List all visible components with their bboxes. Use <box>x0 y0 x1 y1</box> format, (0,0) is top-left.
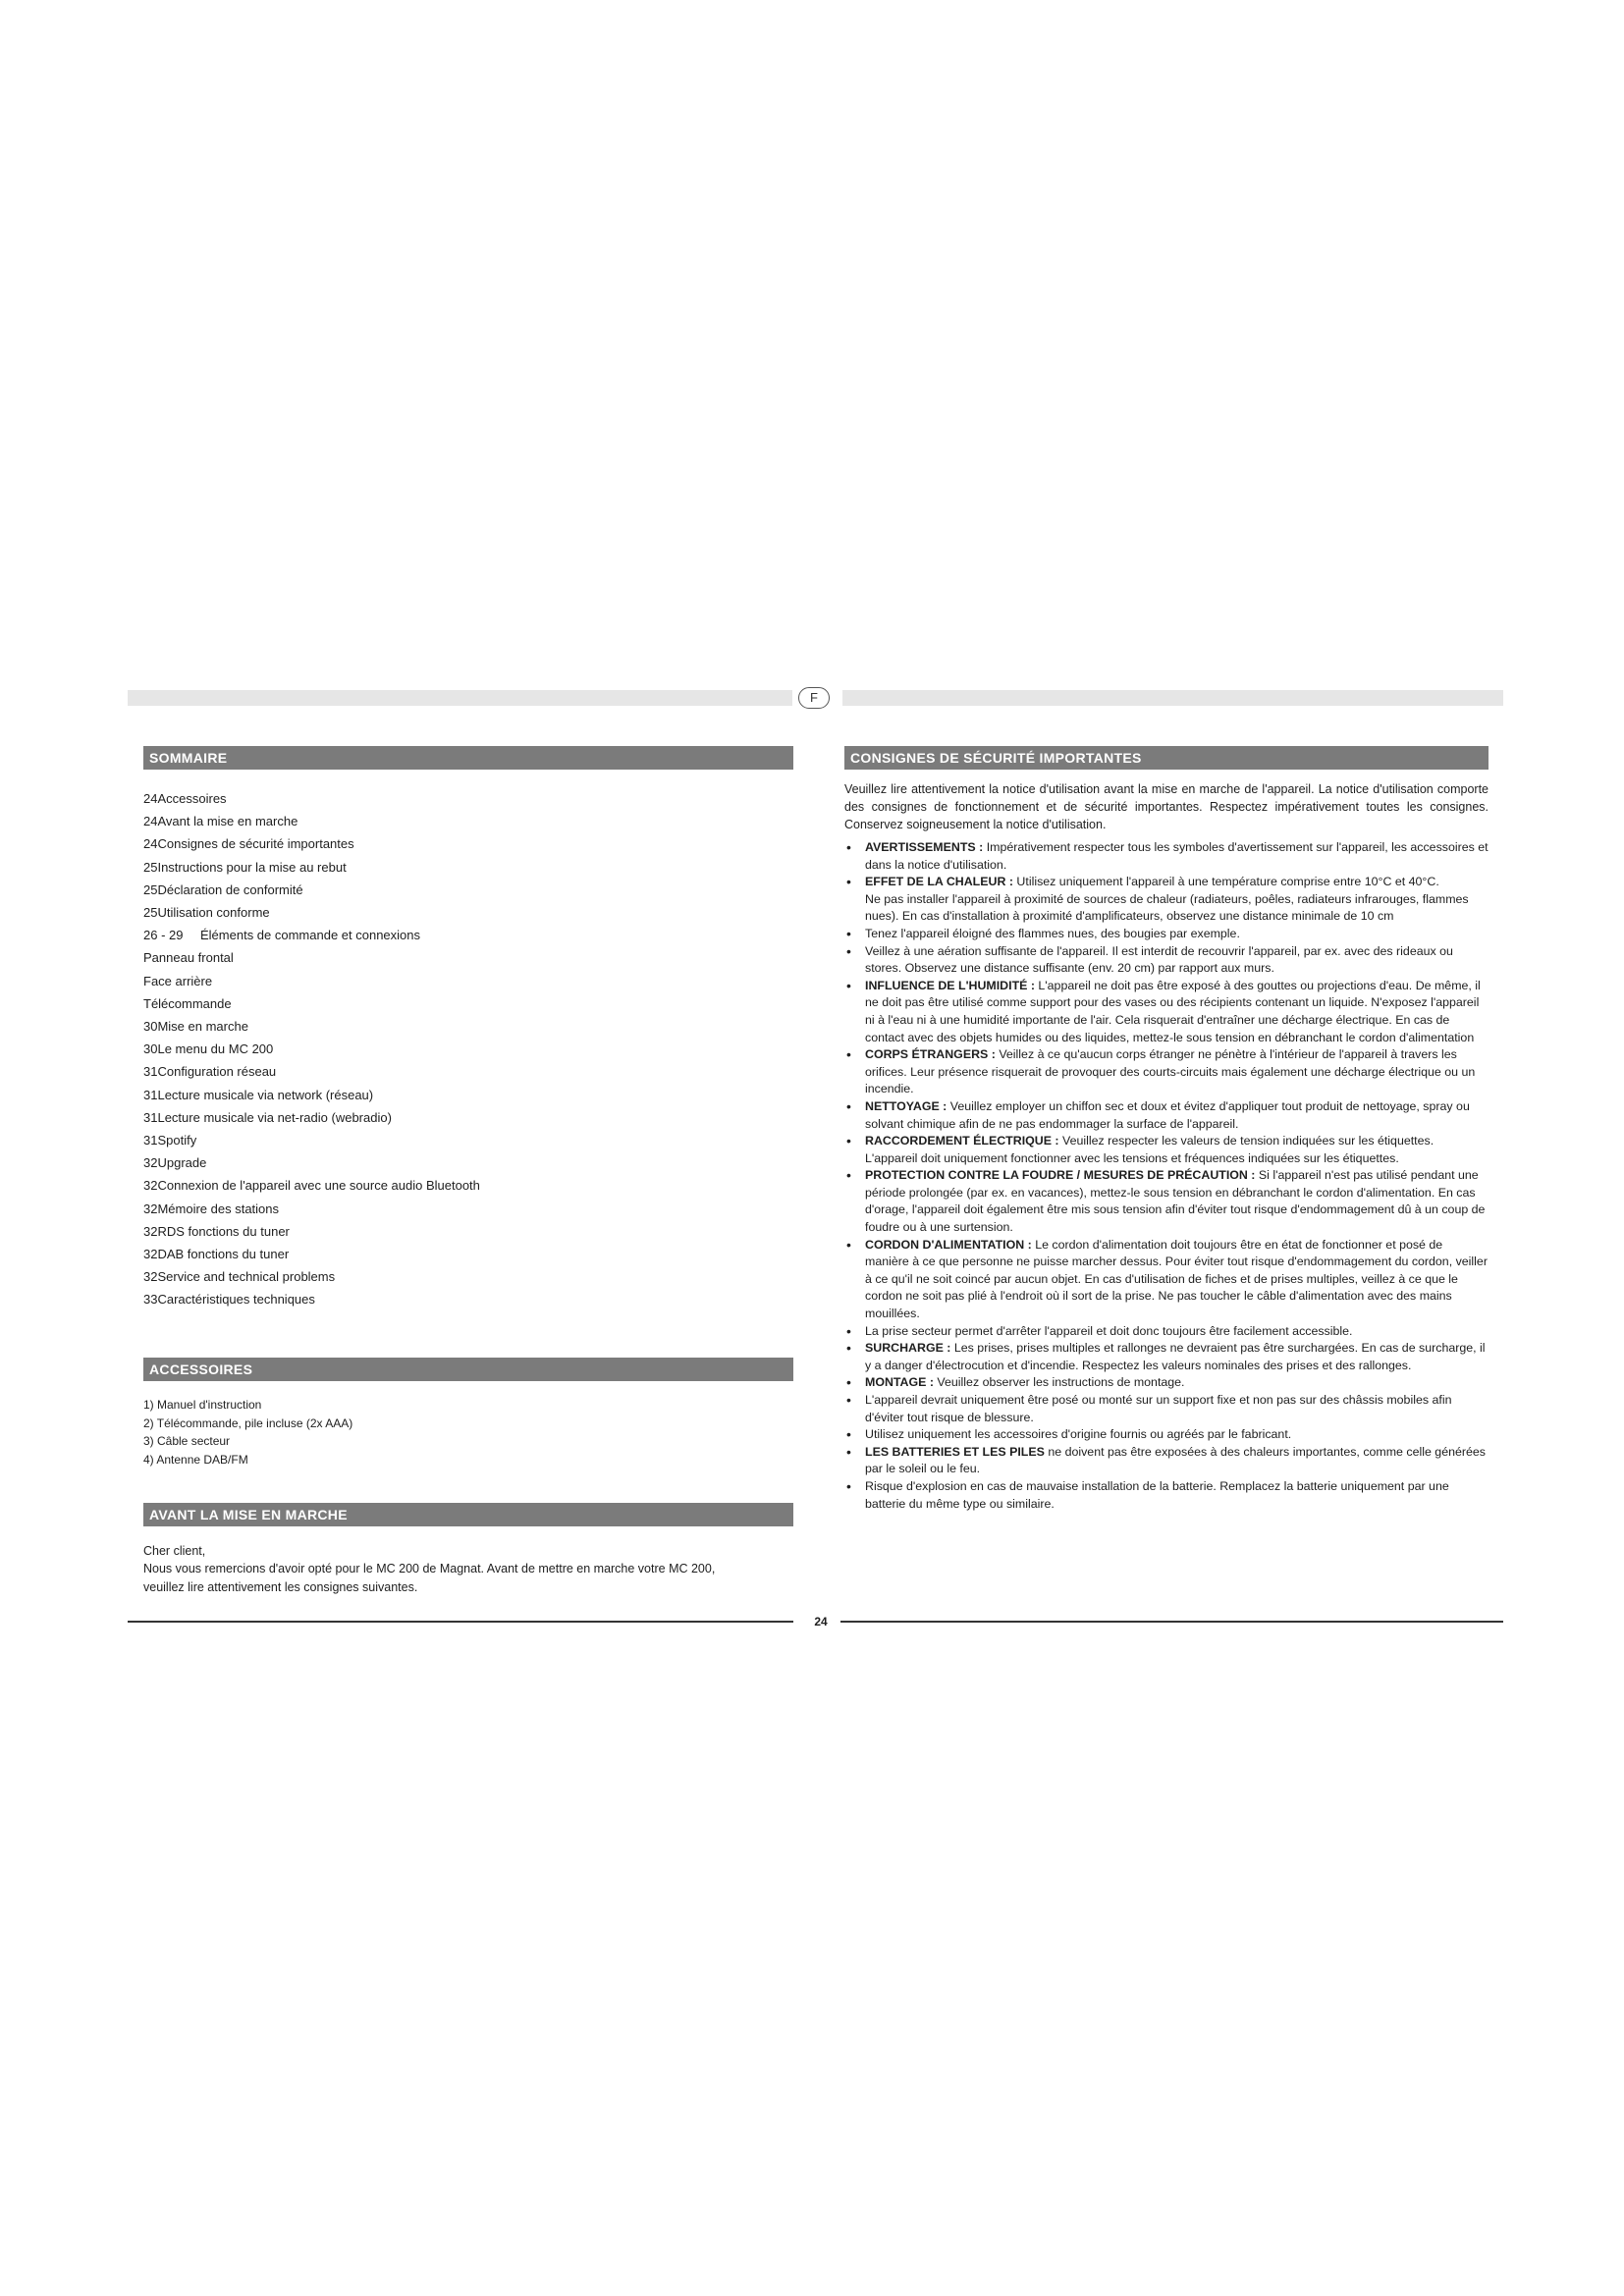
safety-item-label: CORPS ÉTRANGERS : <box>865 1047 996 1062</box>
language-badge: F <box>798 687 830 709</box>
toc-list <box>143 791 793 1321</box>
safety-heading: CONSIGNES DE SÉCURITÉ IMPORTANTES <box>844 746 1489 770</box>
toc-label: Caractéristiques techniques <box>157 1292 315 1308</box>
toc-page-number: 32 <box>143 1201 158 1216</box>
footer-rule-right <box>840 1621 1503 1623</box>
toc-section <box>143 746 793 770</box>
safety-item-text: Tenez l'appareil éloigné des flammes nues, des bougies par exemple. <box>865 926 1240 940</box>
before-heading: AVANT LA MISE EN MARCHE <box>143 1503 793 1526</box>
safety-item <box>844 1046 1489 1098</box>
toc-page-number: 33 <box>143 1292 158 1308</box>
accessory-item: 3) Câble secteur <box>143 1434 231 1448</box>
safety-item-label: LES BATTERIES ET LES PILES <box>865 1444 1045 1459</box>
safety-intro: Veuillez lire attentivement la notice d'utilisation avant la mise en marche de l'appareil. La notice d'utilisation comporte des consignes de fonctionnement et de sécurité importantes. Respectez impérativement toutes les consignes. Conservez soigneusement la notice d'utilisation. <box>844 782 1489 831</box>
safety-section <box>844 746 1489 770</box>
bullet-icon: • <box>846 1340 851 1357</box>
safety-item-label: NETTOYAGE : <box>865 1098 947 1113</box>
toc-row <box>143 882 303 897</box>
safety-item-text: Les prises, prises multiples et rallonges ne devraient pas être surchargées. En cas de surcharge, il y a danger d'électrocution et d'incendie. Respectez les valeurs nominales des prises et des rallonges. <box>865 1341 1486 1372</box>
toc-page-number: 24 <box>143 791 158 806</box>
toc-label: Face arrière <box>143 973 213 988</box>
toc-row <box>143 1178 480 1193</box>
toc-row <box>143 1155 206 1170</box>
toc-heading: SOMMAIRE <box>143 746 793 770</box>
safety-item <box>844 1444 1489 1478</box>
safety-item-text: L'appareil devrait uniquement être posé ou monté sur un support fixe et non pas sur des châssis mobiles afin d'éviter tout risque de blessure. <box>865 1393 1452 1424</box>
toc-label: RDS fonctions du tuner <box>157 1223 290 1239</box>
safety-item <box>844 1133 1489 1167</box>
safety-item-text: ne doivent pas être exposées à des chaleurs importantes, comme celle générées par le soleil ou le feu. <box>865 1444 1486 1476</box>
accessory-item: 2) Télécommande, pile incluse (2x AAA) <box>143 1415 353 1430</box>
accessories-section <box>143 1358 793 1381</box>
footer-rule-left <box>128 1621 793 1623</box>
bullet-icon: • <box>846 1374 851 1391</box>
safety-item-text: Risque d'explosion en cas de mauvaise installation de la batterie. Remplacez la batterie uniquement par une batterie du même type ou similaire. <box>865 1478 1449 1511</box>
safety-item-text: Veuillez respecter les valeurs de tension indiquées sur les étiquettes. L'appareil doit uniquement fonctionner avec les tensions et fréquences indiquées sur les étiquettes. <box>865 1134 1435 1165</box>
toc-row <box>143 1041 273 1056</box>
toc-page-number: 24 <box>143 814 158 829</box>
accessories-list <box>143 1396 793 1474</box>
toc-page-number: 32 <box>143 1155 158 1171</box>
accessory-item: 4) Antenne DAB/FM <box>143 1452 248 1467</box>
toc-row <box>143 1201 279 1216</box>
safety-item <box>844 1374 1489 1392</box>
toc-label: Instructions pour la mise au rebut <box>157 859 347 875</box>
safety-item-label: AVERTISSEMENTS : <box>865 840 984 854</box>
toc-page-number: 32 <box>143 1178 158 1194</box>
toc-row <box>143 1019 248 1034</box>
before-body <box>143 1542 793 1601</box>
safety-item <box>844 943 1489 978</box>
toc-page-number: 32 <box>143 1247 158 1261</box>
safety-item <box>844 1323 1489 1341</box>
toc-row <box>143 836 354 851</box>
bullet-icon: • <box>846 1322 851 1339</box>
toc-page-number: 26 - 29 <box>143 928 184 943</box>
bullet-icon: • <box>846 1133 851 1149</box>
toc-label: Accessoires <box>157 791 227 806</box>
toc-label: Éléments de commande et connexions <box>200 928 421 943</box>
safety-item-extra: Ne pas installer l'appareil à proximité de sources de chaleur (radiateurs, poêles, radiateurs infrarouges, flammes nues). En cas d'installation à proximité d'amplificateurs, observez une distance minimale de 10 cm <box>865 891 1469 924</box>
safety-item-text: Veuillez employer un chiffon sec et doux et évitez d'appliquer tout produit de nettoyage, spray ou solvant chimique afin de ne pas endommager la surface de l'appareil. <box>865 1098 1470 1131</box>
toc-label: Le menu du MC 200 <box>157 1041 274 1057</box>
toc-page-number: 25 <box>143 905 158 920</box>
safety-item-text: L'appareil ne doit pas être exposé à des gouttes ou projections d'eau. De même, il ne doit pas être utilisé comme support pour des vases ou des récipients contenant un liquide. N'exposez l'appareil ni à l'eau ni à une humidité importante de l'air. Cela risquerait d'entraîner une décharge électrique. En cas de contact avec des objets humides ou des liquides, mettez-le sous tension en débranchant le cordon d'alimentation <box>865 978 1481 1044</box>
toc-row <box>143 1269 335 1284</box>
toc-row <box>143 1110 392 1125</box>
toc-page-number: 32 <box>143 1223 158 1239</box>
toc-label: Panneau frontal <box>143 950 234 966</box>
bullet-icon: • <box>846 925 851 941</box>
safety-item <box>844 978 1489 1046</box>
greeting-text: Cher client, <box>143 1544 206 1558</box>
bullet-icon: • <box>846 1426 851 1443</box>
toc-row <box>143 950 234 965</box>
toc-label: Mémoire des stations <box>157 1201 280 1216</box>
safety-item <box>844 1098 1489 1133</box>
safety-item-label: EFFET DE LA CHALEUR : <box>865 875 1013 889</box>
safety-item-text: La prise secteur permet d'arrêter l'appareil et doit donc toujours être facilement accessible. <box>865 1323 1353 1338</box>
toc-label: Utilisation conforme <box>157 905 270 920</box>
bullet-icon: • <box>846 1097 851 1114</box>
bullet-icon: • <box>846 1392 851 1408</box>
toc-row <box>143 1247 289 1261</box>
toc-label: Configuration réseau <box>157 1064 277 1080</box>
toc-label: Lecture musicale via net-radio (webradio) <box>157 1109 392 1125</box>
toc-row <box>143 860 347 875</box>
toc-page-number: 30 <box>143 1041 158 1057</box>
safety-item-label: SURCHARGE : <box>865 1341 951 1356</box>
toc-row <box>143 1292 315 1307</box>
toc-page-number: 32 <box>143 1269 158 1285</box>
safety-item <box>844 839 1489 874</box>
toc-page-number: 25 <box>143 881 158 897</box>
toc-label: Télécommande <box>143 995 232 1011</box>
safety-item-label: PROTECTION CONTRE LA FOUDRE / MESURES DE PRÉCAUTION : <box>865 1168 1256 1183</box>
safety-item <box>844 1340 1489 1374</box>
toc-page-number: 31 <box>143 1087 158 1102</box>
safety-item <box>844 1237 1489 1323</box>
bullet-icon: • <box>846 1443 851 1460</box>
toc-label: Lecture musicale via network (réseau) <box>157 1087 374 1102</box>
safety-item <box>844 1426 1489 1444</box>
toc-row <box>143 1064 276 1079</box>
bullet-icon: • <box>846 1046 851 1063</box>
toc-row <box>143 791 227 806</box>
safety-item-label: MONTAGE : <box>865 1375 934 1390</box>
safety-list <box>844 839 1489 1513</box>
toc-row <box>143 905 270 920</box>
safety-list-block <box>844 839 1489 1615</box>
bullet-icon: • <box>846 977 851 993</box>
safety-item-text: Veillez à une aération suffisante de l'appareil. Il est interdit de recouvrir l'appareil, par ex. avec des rideaux ou stores. Observez une distance suffisante (env. 20 cm) par rapport aux murs. <box>865 943 1453 976</box>
toc-row <box>143 974 212 988</box>
safety-item-text: Utilisez uniquement les accessoires d'origine fournis ou agréés par le fabricant. <box>865 1427 1292 1442</box>
toc-label: Déclaration de conformité <box>157 881 303 897</box>
safety-item-text: Impérativement respecter tous les symboles d'avertissement sur l'appareil, les accessoires et dans la notice d'utilisation. <box>865 840 1489 872</box>
safety-item <box>844 1478 1489 1513</box>
safety-intro-block <box>844 780 1489 835</box>
bullet-icon: • <box>846 1477 851 1494</box>
safety-item-label: CORDON D'ALIMENTATION : <box>865 1237 1032 1252</box>
safety-item-text: Le cordon d'alimentation doit toujours être en état de fonctionner et posé de manière à ce que personne ne puisse marcher dessus. Pour éviter tout risque d'endommagement du cordon, veiller à ce qu'il ne soit coincé par aucun objet. En cas d'utilisation de fiches et de prises multiples, veillez à ce que le cordon ne soit pas plié à l'endroit où il sort de la prise. Ne pas toucher le câble d'alimentation avec des mains mouillées. <box>865 1237 1488 1321</box>
toc-label: Mise en marche <box>157 1019 248 1034</box>
bullet-icon: • <box>846 1167 851 1184</box>
safety-item <box>844 874 1489 926</box>
accessories-heading: ACCESSOIRES <box>143 1358 793 1381</box>
toc-label: Avant la mise en marche <box>157 814 298 829</box>
safety-item-text: Utilisez uniquement l'appareil à une température comprise entre 10°C et 40°C. <box>1012 875 1439 889</box>
before-section <box>143 1503 793 1526</box>
toc-page-number: 25 <box>143 859 158 875</box>
header-rule-right <box>842 690 1503 706</box>
toc-page-number: 30 <box>143 1019 158 1034</box>
bullet-icon: • <box>846 839 851 855</box>
toc-label: Consignes de sécurité importantes <box>157 836 354 852</box>
safety-item <box>844 1392 1489 1426</box>
safety-item-text: Veillez à ce qu'aucun corps étranger ne pénètre à l'intérieur de l'appareil à travers les orifices. Leur présence risquerait de provoquer des courts-circuits mais également une décharge électrique ou un incendie. <box>865 1047 1476 1096</box>
toc-label: Spotify <box>157 1133 197 1148</box>
safety-item <box>844 926 1489 943</box>
page-number: 24 <box>814 1615 828 1629</box>
toc-row <box>143 996 232 1011</box>
toc-row <box>143 928 420 942</box>
toc-label: Service and technical problems <box>157 1269 336 1285</box>
toc-page-number: 31 <box>143 1064 158 1080</box>
toc-row <box>143 1224 290 1239</box>
toc-label: Upgrade <box>157 1155 207 1171</box>
safety-item-text: Veuillez observer les instructions de montage. <box>933 1375 1185 1390</box>
toc-row <box>143 814 298 828</box>
safety-item-label: RACCORDEMENT ÉLECTRIQUE : <box>865 1134 1059 1148</box>
toc-page-number: 24 <box>143 836 158 852</box>
safety-item-text: Si l'appareil n'est pas utilisé pendant une période prolongée (par ex. en vacances), mettez-le sous tension en débranchant le cordon d'alimentation. En cas d'orage, l'appareil doit également être mis sous tension afin d'éviter tout risque d'endommagement dû à un coup de foudre ou à une surtension. <box>865 1168 1486 1235</box>
toc-label: Connexion de l'appareil avec une source audio Bluetooth <box>157 1178 480 1194</box>
toc-row <box>143 1088 373 1102</box>
toc-row <box>143 1133 196 1148</box>
safety-item <box>844 1167 1489 1236</box>
bullet-icon: • <box>846 874 851 890</box>
bullet-icon: • <box>846 1236 851 1253</box>
toc-page-number: 31 <box>143 1109 158 1125</box>
toc-label: DAB fonctions du tuner <box>157 1247 290 1261</box>
toc-page-number: 31 <box>143 1133 158 1148</box>
safety-item-label: INFLUENCE DE L'HUMIDITÉ : <box>865 978 1035 992</box>
before-paragraph: Nous vous remercions d'avoir opté pour le MC 200 de Magnat. Avant de mettre en marche votre MC 200, veuillez lire attentivement les consignes suivantes. <box>143 1562 716 1594</box>
bullet-icon: • <box>846 942 851 959</box>
header-rule-left <box>128 690 792 706</box>
accessory-item: 1) Manuel d'instruction <box>143 1398 262 1412</box>
